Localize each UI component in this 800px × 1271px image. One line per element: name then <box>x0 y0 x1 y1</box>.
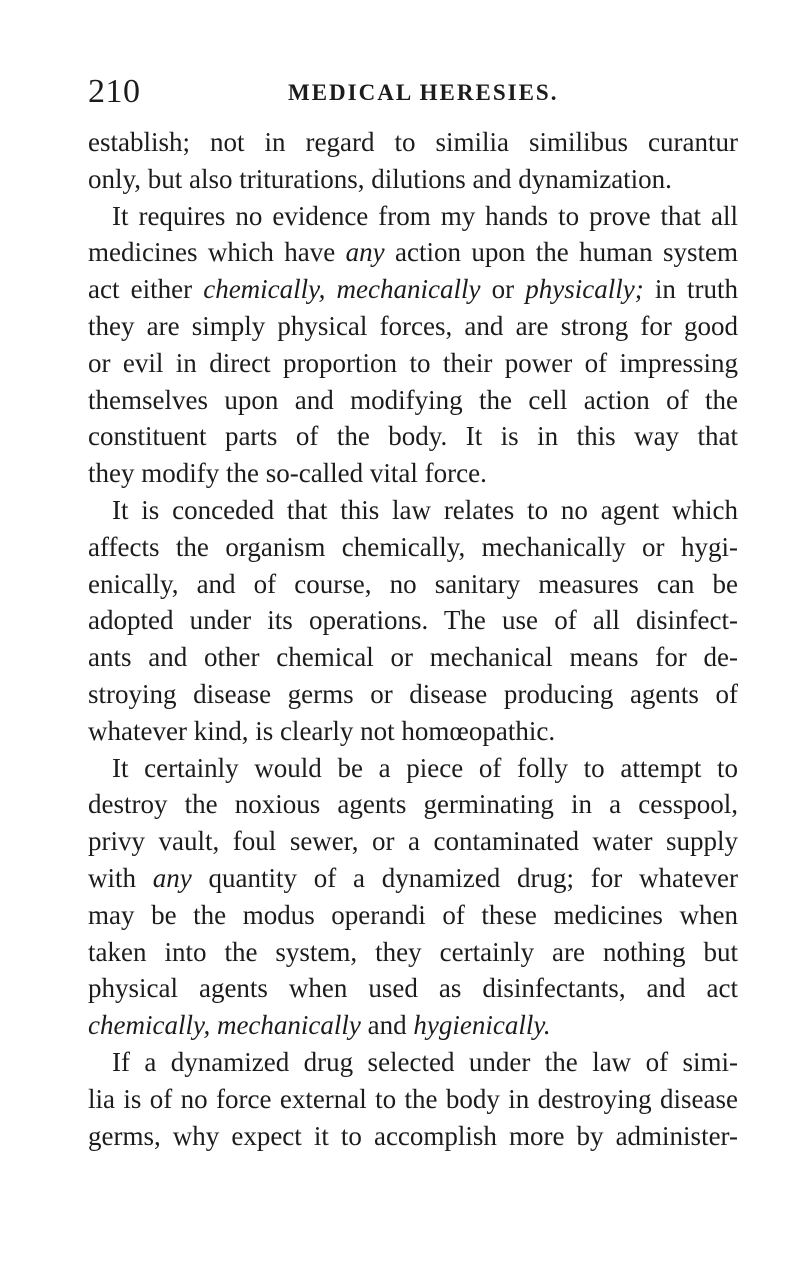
text-line: enically, and of course, no sanitary measures can be <box>88 568 738 599</box>
text-line: It is conceded that this law relates to no agent which <box>112 494 738 525</box>
emphasis: chemically, mechanically <box>88 1010 361 1041</box>
emphasis: any <box>345 237 385 268</box>
text-line: constituent parts of the body. It is in this way that <box>88 421 738 452</box>
text-line: destroy the noxious agents germinating in a cesspool, <box>88 789 738 820</box>
text-line: germs, why expect it to accomplish more by administer- <box>88 1120 738 1151</box>
emphasis: any <box>152 862 192 893</box>
text-line: themselves upon and modifying the cell action of the <box>88 384 738 415</box>
text-line: whatever kind, is clearly not homœopathic. <box>88 715 556 746</box>
text-line: If a dynamized drug selected under the law of simi- <box>112 1046 738 1077</box>
text-line: affects the organism chemically, mechanically or hygi- <box>88 531 738 562</box>
text-line: physical agents when used as disinfectants, and act <box>88 973 738 1004</box>
emphasis: chemically, mechanically <box>203 274 481 305</box>
text-line: they are simply physical forces, and are strong for good <box>88 310 738 341</box>
emphasis: physically; <box>525 274 644 305</box>
text-line: or evil in direct proportion to their power of impressing <box>88 347 738 378</box>
text-line: It certainly would be a piece of folly to attempt to <box>112 752 738 783</box>
text-line: they modify the so-called vital force. <box>88 458 487 489</box>
text-line: It requires no evidence from my hands to prove that all <box>112 200 738 231</box>
text-line: act either chemically, mechanically or physically; in truth <box>88 274 739 305</box>
text-line: privy vault, foul sewer, or a contaminated water supply <box>88 826 738 857</box>
text-line: lia is of no force external to the body in destroying disease <box>88 1083 738 1114</box>
text-line: with any quantity of a dynamized drug; for whatever <box>88 862 738 893</box>
text-line: chemically, mechanically and hygienically. <box>88 1010 551 1041</box>
text-line: ants and other chemical or mechanical means for de- <box>88 642 738 673</box>
page-number: 210 <box>88 73 141 110</box>
body-text <box>88 124 738 1154</box>
running-title: MEDICAL HERESIES. <box>288 80 559 105</box>
text-line: adopted under its operations. The use of all disinfect- <box>88 605 738 636</box>
text-line: establish; not in regard to similia similibus curantur <box>88 127 738 157</box>
text-line: medicines which have any action upon the human system <box>88 237 738 268</box>
text-line: stroying disease germs or disease producing agents of <box>88 678 738 709</box>
running-head <box>88 72 738 112</box>
emphasis: hygienically. <box>413 1010 551 1041</box>
text-line: taken into the system, they certainly are nothing but <box>88 936 738 967</box>
text-line: only, but also triturations, dilutions and dynamization. <box>88 163 672 194</box>
text-line: may be the modus operandi of these medicines when <box>88 899 738 930</box>
